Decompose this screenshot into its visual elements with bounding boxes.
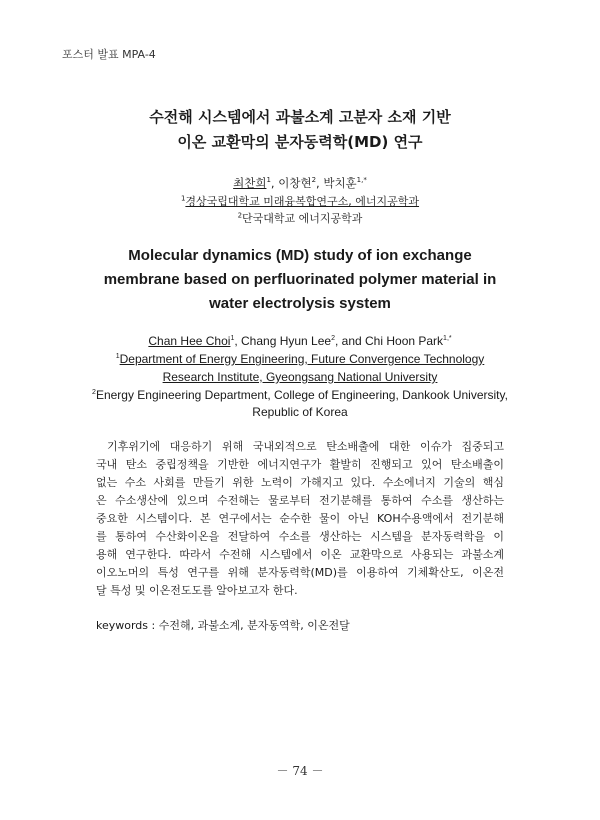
english-aff1-line1-text: Department of Energy Engineering, Future Convergence Technology — [119, 352, 485, 366]
abstract-line: 달 특성 및 이온전도도를 알아보고자 한다. — [96, 584, 298, 597]
english-author-3: , and Chi Hoon Park — [334, 334, 444, 348]
korean-affiliation-1 — [0, 193, 600, 209]
korean-title-line-2: 이온 교환막의 분자동력학(MD) 연구 — [177, 133, 423, 151]
english-authors — [0, 334, 600, 348]
korean-title-line-1: 수전해 시스템에서 과불소계 고분자 소재 기반 — [149, 108, 451, 126]
english-author-2: , Chang Hyun Lee — [234, 334, 332, 348]
abstract-line: 이오노머의 특성 연구를 위해 분자동력학(MD)를 이용하여 기체확산도, 이온전 — [96, 566, 504, 579]
abstract-line: 없는 수소 사회를 만들기 위한 노력이 가해지고 있다. 수소에너지 기술의 핵심 — [96, 476, 504, 489]
korean-author-3-sup: 1,* — [356, 176, 367, 185]
abstract-line: 은 수소생산에 있으며 수전해는 물로부터 전기분해를 통하여 수소를 생산하는 — [96, 494, 504, 507]
english-author-1: Chan Hee Choi — [148, 334, 231, 348]
korean-author-3: , 박치훈 — [316, 176, 357, 190]
english-aff2-sup: 2 — [92, 389, 96, 396]
english-aff1-sup: 1 — [115, 353, 120, 360]
abstract-body — [96, 438, 504, 600]
abstract-line: 기후위기에 대응하기 위해 국내외적으로 탄소배출에 대한 이슈가 집중되고 — [107, 440, 504, 453]
english-author-2-sup: 2 — [331, 335, 335, 342]
english-title-line-3: water electrolysis system — [209, 295, 391, 312]
abstract-line: 국내 탄소 중립정책을 기반한 에너지연구가 활발히 진행되고 있어 탄소배출이 — [96, 458, 504, 471]
abstract-line: 중요한 시스템이다. 본 연구에서는 순수한 물이 아닌 KOH수용액에서 전기분해 — [96, 512, 504, 525]
english-affiliation-1-line-1 — [0, 352, 600, 366]
english-affiliation-2-line-1 — [0, 388, 600, 402]
english-title-line-1: Molecular dynamics (MD) study of ion exchange — [128, 247, 472, 264]
korean-author-2-sup: 2 — [311, 176, 317, 185]
english-aff1-line2-text: Research Institute, Gyeongsang National University — [162, 370, 438, 384]
english-author-1-sup: 1 — [230, 335, 235, 342]
korean-aff2-text: 단국대학교 에너지공학과 — [242, 212, 363, 225]
abstract-line: 용해 연구한다. 따라서 수전해 시스템에서 이온 교환막으로 사용되는 과불소계 — [96, 548, 504, 561]
korean-author-1-sup: 1 — [266, 176, 271, 185]
english-author-3-sup: 1,* — [443, 335, 452, 342]
korean-authors — [0, 175, 600, 191]
korean-affiliation-2 — [0, 210, 600, 226]
korean-author-2: , 이창현 — [270, 176, 312, 190]
english-title-line-2: membrane based on perfluorinated polymer material in — [103, 271, 497, 288]
english-affiliation-1-line-2 — [0, 370, 600, 384]
english-aff2-line1-text: Energy Engineering Department, College of Engineering, Dankook University, — [95, 388, 508, 402]
english-affiliation-2-line-2: Republic of Korea — [252, 405, 348, 419]
korean-aff1-text: 경상국립대학교 미래융복합연구소, 에너지공학과 — [185, 195, 420, 208]
keywords: keywords : 수전해, 과불소계, 분자동역학, 이온전달 — [96, 619, 350, 632]
session-label: 포스터 발표 MPA-4 — [62, 48, 156, 61]
abstract-line: 를 통하여 수산화이온을 전달하여 수소를 생산하는 시스템을 분자동력학을 이 — [96, 530, 504, 543]
page-number: － 74 － — [276, 764, 324, 778]
korean-aff2-sup: 2 — [237, 211, 243, 220]
korean-aff1-sup: 1 — [180, 194, 186, 203]
korean-author-1: 최찬희 — [233, 176, 267, 190]
